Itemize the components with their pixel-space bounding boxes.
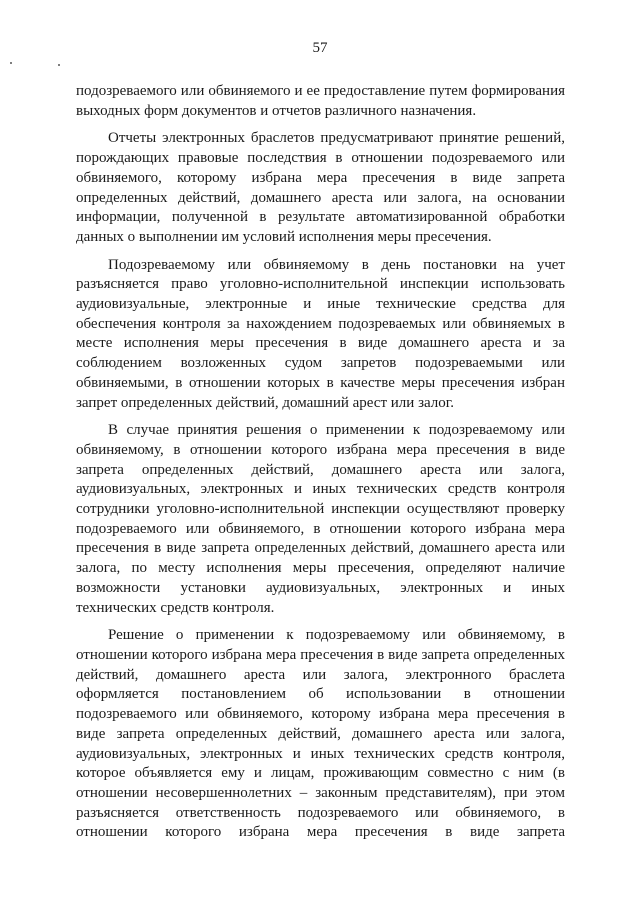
paragraph-bracelet-reports: Отчеты электронных браслетов предусматривают принятие решений, порождающих правовые последствия в отношении подозреваемого или обвиняемого, которому избрана мера пресечения в виде запрета определенных действий, домашнего ареста или залога, на основании информации, полученной в результате автоматизированной обработки данных о выполнении им условий исполнения меры пресечения. <box>76 130 565 245</box>
paragraph-decision-order: Решение о применении к подозреваемому или обвиняемому, в отношении которого избрана мера пресечения в виде запрета определенных действий, домашнего ареста или залога, электронного браслета оформляется постановлением об использовании в отношении подозреваемого или обвиняемого, которому избрана мера пресечения в виде запрета определенных действий, домашнего ареста или залога, аудиовизуальных, электронных и иных технических средств контроля, которое объявляется ему и лицам, проживающим совместно с ним (в отношении несовершеннолетних – законным представителям), при этом разъясняется ответственность подозреваемого или обвиняемого, в отношении которого избрана мера пресечения в виде запрета <box>76 627 565 841</box>
paragraph-inspection-check: В случае принятия решения о применении к подозреваемому или обвиняемому, в отношении которого избрана мера пресечения в виде запрета определенных действий, домашнего ареста или залога, аудиовизуальных, электронных и иных технических средств контроля сотрудники уголовно-исполнительной инспекции осуществляют проверку подозреваемого или обвиняемого, в отношении которого избрана мера пресечения в виде запрета определенных действий, домашнего ареста или залога, по месту исполнения меры пресечения, определяют наличие возможности установки аудиовизуальных, электронных и иных технических средств контроля. <box>76 422 565 616</box>
paragraph-registration-rights: Подозреваемому или обвиняемому в день постановки на учет разъясняется право уголовно-исполнительной инспекции использовать аудиовизуальные, электронные и иные технические средства для обеспечения контроля за нахождением подозреваемых или обвиняемых в месте исполнения меры пресечения в виде домашнего ареста и за соблюдением возложенных судом запретов подозреваемыми или обвиняемыми, в отношении которых в качестве меры пресечения избран запрет определенных действий, домашний арест или залог. <box>76 256 565 411</box>
document-body <box>76 82 565 843</box>
scan-speck <box>58 64 60 66</box>
scan-speck <box>10 62 12 64</box>
page-number: 57 <box>312 40 328 56</box>
paragraph-continuation: подозреваемого или обвиняемого и ее предоставление путем формирования выходных форм документов и отчетов различного назначения. <box>76 83 565 119</box>
